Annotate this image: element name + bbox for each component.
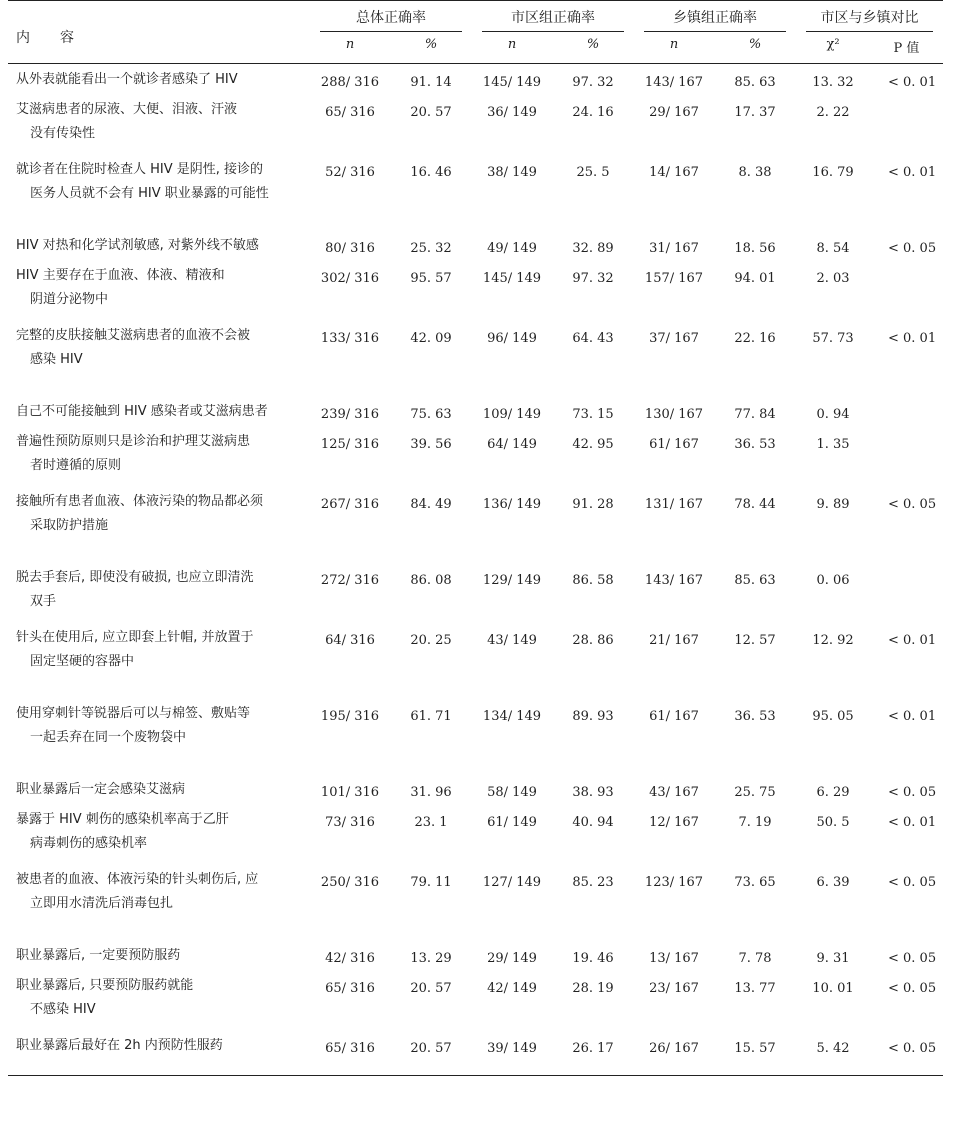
chi-square-cell: 13. 32: [812, 75, 854, 90]
city-pct-cell: 64. 43: [572, 330, 614, 346]
city-n-cell: 39/ 149: [472, 1030, 552, 1076]
p-value-cell: < 0. 01: [888, 164, 937, 180]
item-line-2: 者时遵循的原则: [30, 457, 122, 473]
total-n-cell: 65/ 316: [325, 104, 375, 120]
town-pct-cell: 36. 53: [734, 708, 776, 724]
item-line-1: 使用穿刺针等锐器后可以与棉签、敷贴等: [16, 705, 251, 721]
town-pct-cell: 73. 65: [734, 874, 776, 890]
table-row: [8, 562, 943, 622]
table-row: [8, 698, 943, 774]
chi-square-cell: 10. 01: [812, 980, 854, 996]
total-n-cell: 195/ 316: [320, 708, 380, 724]
town-n-cell: 14/ 167: [649, 164, 699, 180]
city-pct-cell: 86. 58: [572, 572, 614, 588]
item-line-2: 不感染 HIV: [30, 1001, 96, 1017]
total-n-cell: 65/ 316: [310, 1030, 390, 1076]
item-line-1: 暴露于 HIV 刺伤的感染机率高于乙肝: [16, 811, 229, 827]
town-n-cell: 23/ 167: [649, 980, 699, 996]
item-text: [8, 94, 310, 154]
total-pct-cell: 16. 46: [410, 164, 452, 180]
item-line-1: 从外表就能看出一个就诊者感染了 HIV: [16, 72, 238, 87]
city-n-cell: 42/ 149: [487, 980, 537, 996]
town-n-cell: 31/ 167: [649, 240, 699, 256]
table-row: [8, 940, 943, 970]
town-n-cell: 37/ 167: [649, 330, 699, 346]
p-value-cell: < 0. 05: [888, 240, 937, 256]
town-n-cell: 143/ 167: [644, 572, 704, 588]
chi-square-cell: 95. 05: [812, 708, 854, 724]
item-text: [8, 396, 310, 426]
town-n-cell: 61/ 167: [649, 708, 699, 724]
total-pct-cell: 79. 11: [410, 874, 452, 890]
statistics-table: [8, 0, 943, 1076]
city-n-cell: 96/ 149: [487, 330, 537, 346]
item-line-2: 采取防护措施: [30, 517, 109, 533]
table-row: [8, 230, 943, 260]
total-n-cell: 239/ 316: [320, 406, 380, 422]
total-pct-cell: 20. 25: [410, 632, 452, 648]
item-line-1: 完整的皮肤接触艾滋病患者的血液不会被: [16, 327, 251, 343]
item-line-2: 病毒刺伤的感染机率: [30, 835, 148, 851]
town-n-cell: 21/ 167: [649, 632, 699, 648]
chi-square-cell: 57. 73: [812, 330, 854, 346]
p-value-cell: < 0. 05: [888, 874, 937, 890]
town-pct-cell: 12. 57: [734, 632, 776, 648]
city-n-cell: 129/ 149: [482, 572, 542, 588]
item-line-1: HIV 对热和化学试剂敏感, 对紫外线不敏感: [16, 237, 259, 253]
header-row-groups: [8, 1, 943, 38]
p-value-cell: < 0. 05: [888, 980, 937, 996]
city-pct-cell: 97. 32: [572, 270, 614, 286]
town-pct-cell: 13. 77: [734, 980, 776, 996]
town-pct-cell: 94. 01: [734, 270, 776, 286]
town-n-cell: 61/ 167: [649, 436, 699, 452]
city-pct-cell: 24. 16: [572, 104, 614, 120]
city-pct-cell: 28. 19: [572, 980, 614, 996]
town-pct-cell: 22. 16: [734, 330, 776, 346]
item-line-1: 职业暴露后, 只要预防服药就能: [16, 977, 194, 993]
p-value-cell: [870, 426, 943, 486]
total-n-cell: 52/ 316: [325, 164, 375, 180]
town-pct-cell: 7. 19: [738, 814, 772, 830]
item-line-1: HIV 主要存在于血液、体液、精液和: [16, 267, 225, 283]
item-line-2: 医务人员就不会有 HIV 职业暴露的可能性: [30, 185, 269, 201]
item-text: [8, 486, 310, 562]
table-row: [8, 426, 943, 486]
chi-square-cell: 16. 79: [812, 164, 854, 180]
total-pct-cell: 84. 49: [410, 496, 452, 512]
city-n-cell: 61/ 149: [487, 814, 537, 830]
item-text: [8, 622, 310, 698]
total-accuracy-header: 总体正确率: [310, 1, 472, 38]
chi-square-cell: 1. 35: [816, 436, 850, 452]
item-line-1: 艾滋病患者的尿液、大便、泪液、汗液: [16, 101, 238, 117]
total-pct-cell: 39. 56: [410, 436, 452, 452]
p-value-cell: < 0. 05: [888, 784, 937, 800]
total-n-cell: 267/ 316: [320, 496, 380, 512]
p-value-cell: < 0. 01: [888, 75, 937, 90]
city-n-cell: 29/ 149: [487, 950, 537, 966]
city-pct-cell: 97. 32: [572, 75, 614, 90]
table-row: [8, 94, 943, 154]
p-value-header: P 值: [870, 37, 943, 64]
item-text: [8, 562, 310, 622]
city-pct-cell: 32. 89: [572, 240, 614, 256]
item-line-2: 阴道分泌物中: [30, 291, 109, 307]
city-pct-cell: 19. 46: [572, 950, 614, 966]
chi-square-cell: 50. 5: [816, 814, 850, 830]
item-text: [8, 1030, 310, 1076]
town-pct-cell: 78. 44: [734, 496, 776, 512]
p-value-cell: < 0. 01: [888, 632, 937, 648]
total-n-cell: 302/ 316: [320, 270, 380, 286]
total-n-cell: 42/ 316: [325, 950, 375, 966]
total-n-header: n: [310, 37, 390, 64]
item-text: [8, 230, 310, 260]
total-n-cell: 288/ 316: [320, 75, 380, 90]
city-pct-cell: 73. 15: [572, 406, 614, 422]
p-value-cell: < 0. 01: [888, 708, 937, 724]
comparison-header: 市区与乡镇对比: [796, 1, 943, 38]
town-pct-cell: 18. 56: [734, 240, 776, 256]
town-pct-cell: 85. 63: [734, 572, 776, 588]
table-row: [8, 864, 943, 940]
city-accuracy-header: 市区组正确率: [472, 1, 634, 38]
item-line-1: 针头在使用后, 应立即套上针帽, 并放置于: [16, 629, 254, 645]
city-n-cell: 109/ 149: [482, 406, 542, 422]
town-pct-cell: 77. 84: [734, 406, 776, 422]
table-row: [8, 64, 943, 94]
item-line-1: 职业暴露后一定会感染艾滋病: [16, 781, 186, 797]
city-pct-cell: 85. 23: [572, 874, 614, 890]
table-row: [8, 396, 943, 426]
city-pct-cell: 91. 28: [572, 496, 614, 512]
town-n-header: n: [634, 37, 714, 64]
total-pct-cell: 13. 29: [410, 950, 452, 966]
city-pct-cell: 28. 86: [572, 632, 614, 648]
item-text: [8, 864, 310, 940]
total-pct-cell: 31. 96: [410, 784, 452, 800]
item-line-1: 职业暴露后最好在 2h 内预防性服药: [16, 1037, 223, 1053]
town-n-cell: 157/ 167: [644, 270, 704, 286]
chi-square-cell: 12. 92: [812, 632, 854, 648]
city-n-cell: 49/ 149: [487, 240, 537, 256]
total-pct-cell: 25. 32: [410, 240, 452, 256]
p-value-cell: [870, 396, 943, 426]
total-n-cell: 101/ 316: [320, 784, 380, 800]
total-n-cell: 272/ 316: [320, 572, 380, 588]
item-line-2: 感染 HIV: [30, 351, 83, 367]
item-text: [8, 426, 310, 486]
item-text: [8, 64, 310, 94]
city-pct-cell: 40. 94: [572, 814, 614, 830]
p-value-cell: [870, 94, 943, 154]
p-value-cell: [870, 260, 943, 320]
total-n-cell: 250/ 316: [320, 874, 380, 890]
town-n-cell: 29/ 167: [649, 104, 699, 120]
table-row: [8, 804, 943, 864]
city-n-cell: 64/ 149: [487, 436, 537, 452]
chi-square-cell: 8. 54: [816, 240, 850, 256]
chi-square-cell: 9. 89: [816, 496, 850, 512]
total-pct-header: %: [390, 37, 472, 64]
content-column-header: 内 容: [8, 1, 310, 64]
item-text: [8, 774, 310, 804]
item-text: [8, 970, 310, 1030]
total-pct-cell: 61. 71: [410, 708, 452, 724]
item-text: [8, 320, 310, 396]
town-n-cell: 26/ 167: [634, 1030, 714, 1076]
item-line-1: 被患者的血液、体液污染的针头刺伤后, 应: [16, 871, 259, 887]
table-row: [8, 1030, 943, 1076]
item-line-2: 没有传染性: [30, 125, 96, 141]
chi-square-cell: 5. 42: [796, 1030, 870, 1076]
chi-square-cell: 2. 03: [816, 270, 850, 286]
total-pct-cell: 23. 1: [414, 814, 448, 830]
town-pct-cell: 7. 78: [738, 950, 772, 966]
item-text: [8, 698, 310, 774]
item-line-1: 接触所有患者血液、体液污染的物品都必须: [16, 493, 264, 509]
total-pct-cell: 20. 57: [410, 980, 452, 996]
p-value-cell: < 0. 05: [888, 950, 937, 966]
city-pct-cell: 38. 93: [572, 784, 614, 800]
item-line-1: 普遍性预防原则只是诊治和护理艾滋病患: [16, 433, 251, 449]
item-line-1: 脱去手套后, 即使没有破损, 也应立即清洗: [16, 569, 254, 585]
p-value-cell: < 0. 05: [888, 496, 937, 512]
city-pct-cell: 42. 95: [572, 436, 614, 452]
town-pct-header: %: [714, 37, 796, 64]
item-line-1: 自己不可能接触到 HIV 感染者或艾滋病患者: [16, 403, 268, 419]
table-row: [8, 774, 943, 804]
table-row: [8, 622, 943, 698]
town-pct-cell: 8. 38: [738, 164, 772, 180]
town-pct-cell: 36. 53: [734, 436, 776, 452]
city-n-cell: 136/ 149: [482, 496, 542, 512]
town-pct-cell: 85. 63: [734, 75, 776, 90]
chi-square-cell: 0. 06: [816, 572, 850, 588]
item-line-2: 双手: [30, 593, 57, 609]
total-n-cell: 73/ 316: [325, 814, 375, 830]
item-text: [8, 804, 310, 864]
total-n-cell: 64/ 316: [325, 632, 375, 648]
city-n-cell: 43/ 149: [487, 632, 537, 648]
table-row: [8, 486, 943, 562]
item-line-2: 一起丢弃在同一个废物袋中: [30, 729, 187, 745]
item-text: [8, 260, 310, 320]
p-value-cell: < 0. 05: [870, 1030, 943, 1076]
city-n-header: n: [472, 37, 552, 64]
city-pct-cell: 25. 5: [576, 164, 610, 180]
chi-square-cell: 0. 94: [816, 406, 850, 422]
total-pct-cell: 42. 09: [410, 330, 452, 346]
city-n-cell: 127/ 149: [482, 874, 542, 890]
town-n-cell: 12/ 167: [649, 814, 699, 830]
town-n-cell: 131/ 167: [644, 496, 704, 512]
table-body: [8, 64, 943, 1076]
city-pct-cell: 89. 93: [572, 708, 614, 724]
total-pct-cell: 95. 57: [410, 270, 452, 286]
table-row: [8, 970, 943, 1030]
total-pct-cell: 75. 63: [410, 406, 452, 422]
p-value-cell: < 0. 01: [888, 814, 937, 830]
p-value-cell: < 0. 01: [888, 330, 937, 346]
town-pct-cell: 25. 75: [734, 784, 776, 800]
item-text: [8, 154, 310, 230]
table-row: [8, 154, 943, 230]
table-row: [8, 260, 943, 320]
item-line-1: 就诊者在住院时检查人 HIV 是阴性, 接诊的: [16, 161, 264, 177]
total-pct-cell: 20. 57: [410, 104, 452, 120]
city-n-cell: 145/ 149: [482, 75, 542, 90]
item-text: [8, 940, 310, 970]
town-accuracy-header: 乡镇组正确率: [634, 1, 796, 38]
item-line-1: 职业暴露后, 一定要预防服药: [16, 947, 181, 963]
city-n-cell: 36/ 149: [487, 104, 537, 120]
total-n-cell: 65/ 316: [325, 980, 375, 996]
item-line-2: 立即用水清洗后消毒包扎: [30, 895, 174, 911]
city-pct-header: %: [552, 37, 634, 64]
city-n-cell: 145/ 149: [482, 270, 542, 286]
chi-square-cell: 6. 29: [816, 784, 850, 800]
total-n-cell: 133/ 316: [320, 330, 380, 346]
total-pct-cell: 91. 14: [410, 75, 452, 90]
city-n-cell: 58/ 149: [487, 784, 537, 800]
chi-square-header: χ²: [796, 37, 870, 64]
city-n-cell: 134/ 149: [482, 708, 542, 724]
p-value-cell: [870, 562, 943, 622]
town-n-cell: 130/ 167: [644, 406, 704, 422]
town-n-cell: 43/ 167: [649, 784, 699, 800]
item-line-2: 固定坚硬的容器中: [30, 653, 135, 669]
city-n-cell: 38/ 149: [487, 164, 537, 180]
town-n-cell: 143/ 167: [644, 75, 704, 90]
town-pct-cell: 15. 57: [714, 1030, 796, 1076]
total-n-cell: 80/ 316: [325, 240, 375, 256]
town-n-cell: 123/ 167: [644, 874, 704, 890]
city-pct-cell: 26. 17: [552, 1030, 634, 1076]
total-n-cell: 125/ 316: [320, 436, 380, 452]
total-pct-cell: 20. 57: [390, 1030, 472, 1076]
chi-square-cell: 9. 31: [816, 950, 850, 966]
table-row: [8, 320, 943, 396]
total-pct-cell: 86. 08: [410, 572, 452, 588]
chi-square-cell: 2. 22: [816, 104, 850, 120]
chi-square-cell: 6. 39: [816, 874, 850, 890]
town-n-cell: 13/ 167: [649, 950, 699, 966]
town-pct-cell: 17. 37: [734, 104, 776, 120]
